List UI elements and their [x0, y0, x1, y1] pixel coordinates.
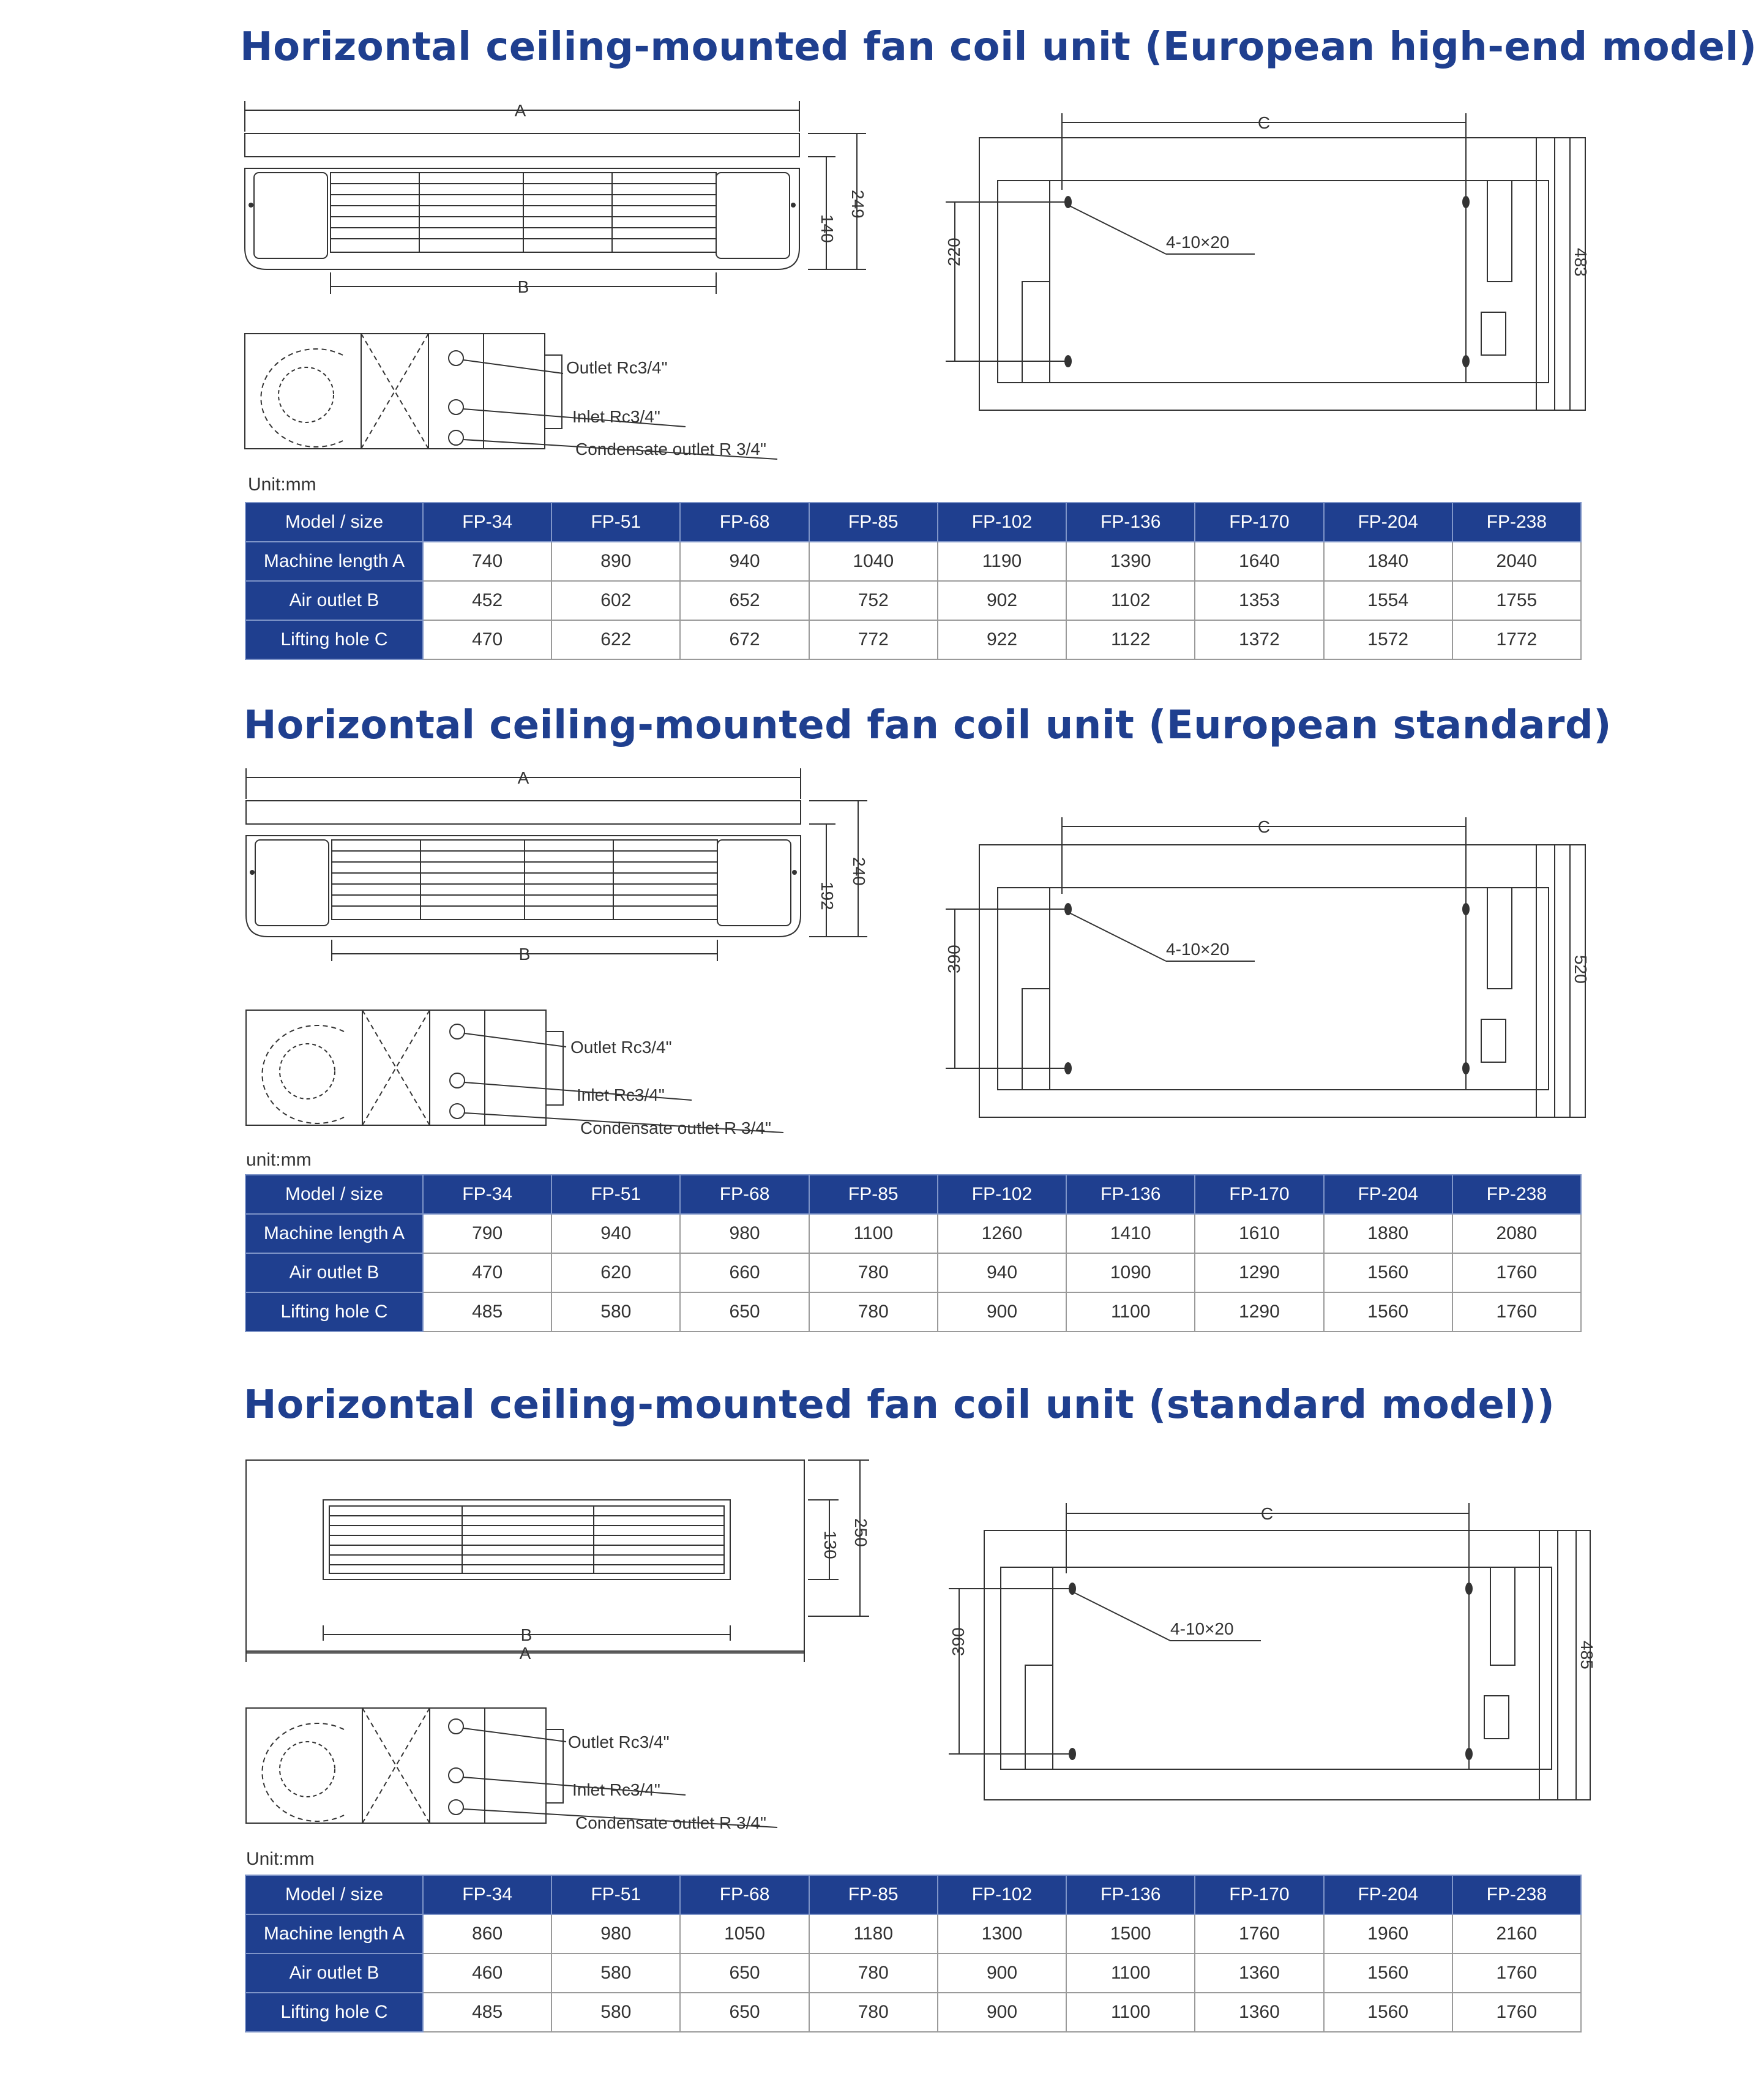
dim-side-h: 390 [949, 1627, 968, 1656]
model-header: FP-34 [423, 1175, 551, 1214]
table-cell: 1040 [809, 542, 938, 581]
table-cell: 1840 [1324, 542, 1452, 581]
model-header: FP-136 [1066, 1875, 1195, 1914]
header-label: Model / size [245, 503, 423, 542]
unit-top-view [979, 138, 1585, 410]
table-cell: 940 [551, 1214, 680, 1253]
table-cell: 1760 [1452, 1253, 1581, 1292]
model-header: FP-170 [1195, 1175, 1323, 1214]
dim-a: A [517, 768, 529, 787]
dim-c: C [1260, 1504, 1274, 1523]
table-row [245, 1993, 1581, 2032]
dim-side-h: 220 [944, 238, 963, 266]
dim-side-h: 390 [944, 945, 963, 973]
table-cell: 1260 [938, 1214, 1066, 1253]
model-header: FP-170 [1195, 503, 1323, 542]
model-header: FP-51 [551, 1875, 680, 1914]
table-cell: 1560 [1324, 1954, 1452, 1993]
dim-h-inner: 140 [818, 214, 837, 243]
outlet-label: Outlet Rc3/4" [566, 358, 668, 377]
table-cell: 672 [680, 620, 809, 659]
table-cell: 1102 [1066, 581, 1195, 620]
model-header: FP-51 [551, 1175, 680, 1214]
condensate-label: Condensate outlet R 3/4" [575, 440, 766, 459]
dim-b: B [518, 945, 531, 964]
row-label: Air outlet B [245, 581, 423, 620]
table-cell: 1050 [680, 1914, 809, 1954]
spec-table [245, 502, 1582, 660]
unit-front-view [246, 801, 801, 824]
dim-side-total: 520 [1571, 955, 1590, 984]
table-row [245, 1914, 1581, 1954]
table-cell: 650 [680, 1954, 809, 1993]
table-cell: 1410 [1066, 1214, 1195, 1253]
dim-a: A [519, 1644, 531, 1663]
table-cell: 470 [423, 620, 551, 659]
table-cell: 922 [938, 620, 1066, 659]
model-header: FP-170 [1195, 1875, 1323, 1914]
model-header: FP-34 [423, 503, 551, 542]
unit-side-view [246, 1010, 546, 1125]
table-row [245, 620, 1581, 659]
model-header: FP-238 [1452, 1875, 1581, 1914]
table-cell: 902 [938, 581, 1066, 620]
table-cell: 620 [551, 1253, 680, 1292]
table-cell: 485 [423, 1993, 551, 2032]
table-cell: 890 [551, 542, 680, 581]
table-cell: 1610 [1195, 1214, 1323, 1253]
table-cell: 740 [423, 542, 551, 581]
model-header: FP-204 [1324, 503, 1452, 542]
unit-front-view [245, 133, 799, 157]
table-cell: 1500 [1066, 1914, 1195, 1954]
table-row [245, 1214, 1581, 1253]
table-cell: 780 [809, 1292, 938, 1332]
table-cell: 940 [938, 1253, 1066, 1292]
table-cell: 470 [423, 1253, 551, 1292]
model-header: FP-102 [938, 1875, 1066, 1914]
model-header: FP-204 [1324, 1875, 1452, 1914]
table-cell: 1760 [1195, 1914, 1323, 1954]
dim-b: B [520, 1625, 533, 1644]
table-cell: 1880 [1324, 1214, 1452, 1253]
dim-side-total: 485 [1577, 1641, 1596, 1669]
dim-b: B [517, 277, 529, 296]
model-header: FP-51 [551, 503, 680, 542]
table-cell: 780 [809, 1993, 938, 2032]
dimension-drawings [0, 0, 1764, 508]
table-cell: 1100 [1066, 1993, 1195, 2032]
table-cell: 1100 [1066, 1292, 1195, 1332]
model-header: FP-136 [1066, 1175, 1195, 1214]
spec-table [245, 1174, 1582, 1332]
table-cell: 1090 [1066, 1253, 1195, 1292]
unit-label: unit:mm [246, 1150, 312, 1170]
table-row [245, 581, 1581, 620]
table-cell: 1100 [809, 1214, 938, 1253]
table-cell: 1760 [1452, 1993, 1581, 2032]
table-cell: 580 [551, 1993, 680, 2032]
section-european-standard [0, 680, 1764, 1353]
dim-a: A [514, 101, 526, 120]
dim-h-inner: 130 [821, 1530, 840, 1559]
table-cell: 1640 [1195, 542, 1323, 581]
table-cell: 1560 [1324, 1253, 1452, 1292]
table-row [245, 1954, 1581, 1993]
row-label: Air outlet B [245, 1954, 423, 1993]
model-header: FP-238 [1452, 503, 1581, 542]
outlet-label: Outlet Rc3/4" [570, 1038, 672, 1057]
row-label: Lifting hole C [245, 1292, 423, 1332]
model-header: FP-85 [809, 1875, 938, 1914]
table-header-row [245, 1875, 1581, 1914]
table-cell: 1290 [1195, 1292, 1323, 1332]
table-cell: 1300 [938, 1914, 1066, 1954]
table-cell: 580 [551, 1292, 680, 1332]
table-row [245, 542, 1581, 581]
table-cell: 650 [680, 1292, 809, 1332]
dim-h-total: 250 [851, 1518, 870, 1547]
inlet-label: Inlet Rc3/4" [577, 1085, 665, 1104]
dim-c: C [1257, 113, 1271, 132]
table-cell: 1180 [809, 1914, 938, 1954]
table-cell: 780 [809, 1253, 938, 1292]
row-label: Machine length A [245, 1914, 423, 1954]
dim-holes: 4-10×20 [1166, 940, 1230, 959]
table-cell: 1572 [1324, 620, 1452, 659]
model-header: FP-85 [809, 1175, 938, 1214]
model-header: FP-204 [1324, 1175, 1452, 1214]
table-cell: 1560 [1324, 1292, 1452, 1332]
spec-table [245, 1875, 1582, 2032]
table-cell: 980 [551, 1914, 680, 1954]
inlet-label: Inlet Rc3/4" [572, 407, 660, 426]
row-label: Air outlet B [245, 1253, 423, 1292]
section-title: Horizontal ceiling-mounted fan coil unit (European high-end model) [240, 24, 1757, 70]
dim-h-inner: 192 [818, 882, 837, 910]
table-row [245, 1292, 1581, 1332]
dim-side-total: 483 [1571, 248, 1590, 277]
unit-side-view [246, 1708, 546, 1823]
air-outlet-grille [323, 1500, 730, 1579]
table-cell: 2160 [1452, 1914, 1581, 1954]
table-cell: 602 [551, 581, 680, 620]
table-cell: 1360 [1195, 1954, 1323, 1993]
model-header: FP-68 [680, 1175, 809, 1214]
model-header: FP-102 [938, 1175, 1066, 1214]
unit-label: Unit:mm [246, 1849, 315, 1869]
table-cell: 1760 [1452, 1954, 1581, 1993]
table-header-row [245, 1175, 1581, 1214]
table-cell: 1360 [1195, 1993, 1323, 2032]
table-cell: 900 [938, 1292, 1066, 1332]
table-cell: 900 [938, 1993, 1066, 2032]
section-european-high-end [0, 0, 1764, 673]
table-cell: 1960 [1324, 1914, 1452, 1954]
section-title: Horizontal ceiling-mounted fan coil unit (standard model)) [244, 1382, 1555, 1428]
model-header: FP-136 [1066, 503, 1195, 542]
dim-h-total: 249 [848, 190, 867, 219]
table-cell: 1190 [938, 542, 1066, 581]
dimension-drawings [0, 1353, 1764, 1904]
dim-h-total: 240 [850, 857, 869, 886]
table-cell: 460 [423, 1954, 551, 1993]
table-header-row [245, 503, 1581, 542]
table-cell: 1353 [1195, 581, 1323, 620]
table-cell: 790 [423, 1214, 551, 1253]
table-cell: 580 [551, 1954, 680, 1993]
row-label: Lifting hole C [245, 1993, 423, 2032]
row-label: Machine length A [245, 542, 423, 581]
model-header: FP-68 [680, 503, 809, 542]
dim-holes: 4-10×20 [1170, 1619, 1234, 1638]
table-cell: 452 [423, 581, 551, 620]
section-title: Horizontal ceiling-mounted fan coil unit (European standard) [244, 703, 1612, 748]
table-cell: 1760 [1452, 1292, 1581, 1332]
table-cell: 772 [809, 620, 938, 659]
dim-c: C [1257, 817, 1271, 836]
table-cell: 780 [809, 1954, 938, 1993]
table-cell: 622 [551, 620, 680, 659]
unit-label: Unit:mm [248, 474, 316, 495]
header-label: Model / size [245, 1875, 423, 1914]
table-cell: 2040 [1452, 542, 1581, 581]
unit-side-view [245, 334, 545, 449]
table-cell: 860 [423, 1914, 551, 1954]
table-cell: 1372 [1195, 620, 1323, 659]
table-cell: 1772 [1452, 620, 1581, 659]
table-cell: 1560 [1324, 1993, 1452, 2032]
row-label: Lifting hole C [245, 620, 423, 659]
condensate-label: Condensate outlet R 3/4" [580, 1118, 771, 1137]
section-standard-model [0, 1353, 1764, 2098]
table-cell: 980 [680, 1214, 809, 1253]
inlet-label: Inlet Rc3/4" [572, 1780, 660, 1799]
table-cell: 660 [680, 1253, 809, 1292]
header-label: Model / size [245, 1175, 423, 1214]
table-cell: 1290 [1195, 1253, 1323, 1292]
table-cell: 652 [680, 581, 809, 620]
table-row [245, 1253, 1581, 1292]
model-header: FP-238 [1452, 1175, 1581, 1214]
table-cell: 752 [809, 581, 938, 620]
table-cell: 1390 [1066, 542, 1195, 581]
table-cell: 2080 [1452, 1214, 1581, 1253]
outlet-label: Outlet Rc3/4" [568, 1733, 670, 1751]
table-cell: 1755 [1452, 581, 1581, 620]
dim-holes: 4-10×20 [1166, 233, 1230, 252]
table-cell: 1554 [1324, 581, 1452, 620]
model-header: FP-102 [938, 503, 1066, 542]
table-cell: 1122 [1066, 620, 1195, 659]
condensate-label: Condensate outlet R 3/4" [575, 1813, 766, 1832]
table-cell: 485 [423, 1292, 551, 1332]
row-label: Machine length A [245, 1214, 423, 1253]
table-cell: 900 [938, 1954, 1066, 1993]
dimension-drawings [0, 680, 1764, 1188]
unit-top-view [979, 845, 1585, 1117]
table-cell: 940 [680, 542, 809, 581]
table-cell: 1100 [1066, 1954, 1195, 1993]
table-cell: 650 [680, 1993, 809, 2032]
model-header: FP-34 [423, 1875, 551, 1914]
model-header: FP-68 [680, 1875, 809, 1914]
model-header: FP-85 [809, 503, 938, 542]
